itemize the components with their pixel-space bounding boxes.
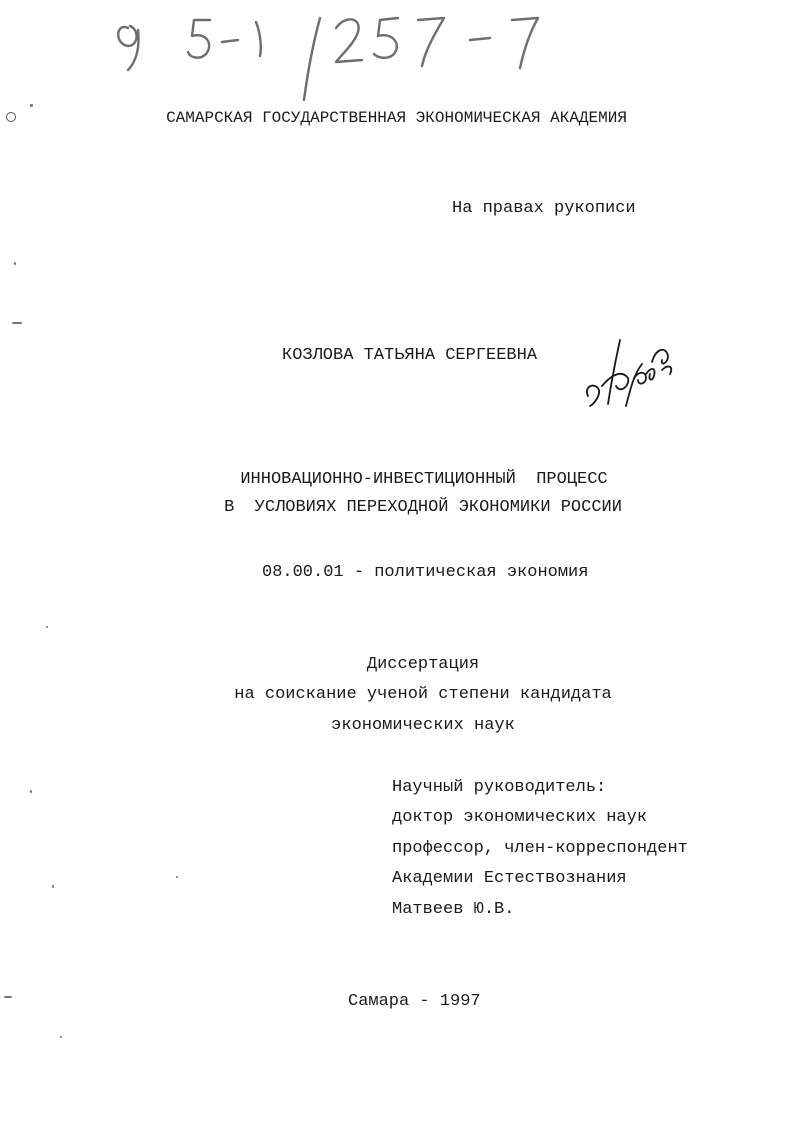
dissertation-title-line-2: В УСЛОВИЯХ ПЕРЕХОДНОЙ ЭКОНОМИКИ РОССИИ xyxy=(224,498,622,517)
supervisor-title: профессор, член-корреспондент xyxy=(392,839,688,858)
specialty-code: 08.00.01 - политическая экономия xyxy=(262,563,589,582)
degree-line-2: на соискание ученой степени кандидата xyxy=(234,685,612,704)
scan-speck xyxy=(14,262,16,265)
supervisor-degree: доктор экономических наук xyxy=(392,808,648,827)
scan-speck xyxy=(12,322,22,324)
supervisor-academy: Академии Естествознания xyxy=(392,869,627,888)
scan-speck xyxy=(30,790,32,793)
manuscript-note: На правах рукописи xyxy=(452,199,636,218)
scan-speck xyxy=(52,885,54,888)
scan-speck xyxy=(176,876,178,878)
degree-line-3: экономических наук xyxy=(331,716,515,735)
place-and-year: Самара - 1997 xyxy=(348,992,481,1011)
institution-name: САМАРСКАЯ ГОСУДАРСТВЕННАЯ ЭКОНОМИЧЕСКАЯ АКАДЕМИЯ xyxy=(166,109,627,127)
author-name: КОЗЛОВА ТАТЬЯНА СЕРГЕЕВНА xyxy=(282,346,538,365)
supervisor-name: Матвеев Ю.В. xyxy=(392,900,515,919)
archive-number-text: 95-1/257-7 xyxy=(110,0,117,1)
scan-speck xyxy=(4,996,12,998)
scan-speck xyxy=(6,112,16,122)
dissertation-title-line-1: ИННОВАЦИОННО-ИНВЕСТИЦИОННЫЙ ПРОЦЕСС xyxy=(240,470,608,489)
supervisor-heading: Научный руководитель: xyxy=(392,778,607,797)
scan-speck xyxy=(60,1036,62,1038)
degree-line-1: Диссертация xyxy=(366,655,480,674)
archive-handwritten-mark xyxy=(110,0,570,110)
scan-speck xyxy=(46,626,48,628)
author-signature xyxy=(582,334,677,416)
scan-speck xyxy=(30,104,33,107)
